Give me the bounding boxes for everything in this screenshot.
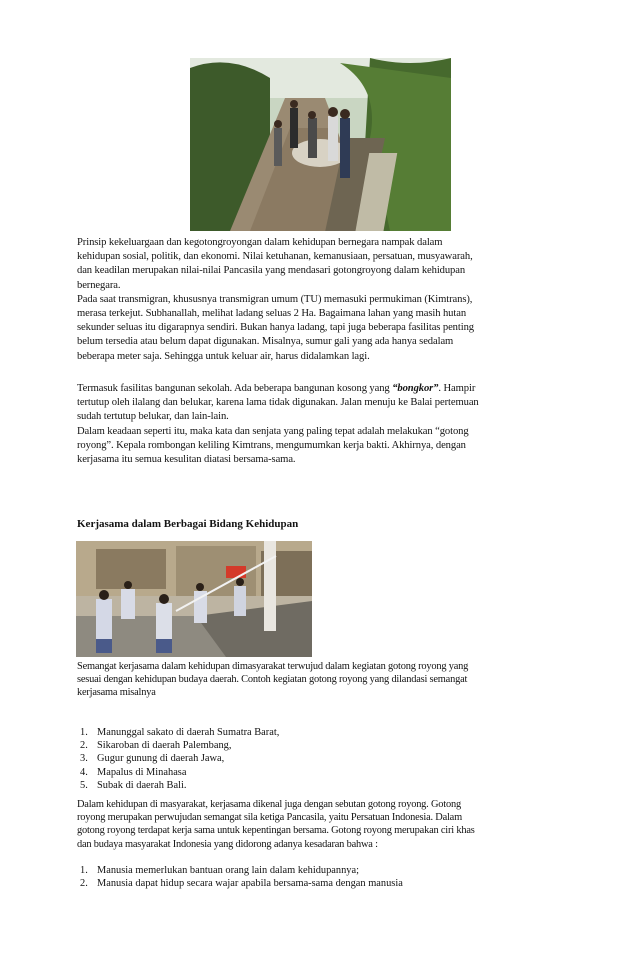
paragraph-line: dan budaya masyarakat Indonesia yang didorong adanya kesadaran bahwa : <box>77 838 378 850</box>
paragraph-kerjasama <box>77 798 569 851</box>
paragraph-line <box>77 382 567 396</box>
school-cleaning-photo <box>76 541 312 657</box>
paragraph-line: Dalam kehidupan di masyarakat, kerjasama dikenal juga dengan sebutan gotong royong. Gotong <box>77 799 461 810</box>
list-item <box>80 877 403 890</box>
list-number: 2. <box>80 878 88 890</box>
list-item <box>80 864 403 877</box>
list-text: Gugur gunung di daerah Jawa, <box>97 753 225 765</box>
list-text: Manusia dapat hidup secara wajar apabila bersama-sama dengan manusia <box>97 878 403 890</box>
kesadaran-list <box>80 864 403 890</box>
paragraph-line: gotong royong terdapat kerja sama untuk kepentingan bersama. Gotong royong merupakan ciri khas <box>77 825 475 837</box>
list-number: 3. <box>80 753 88 765</box>
paragraph-line: Dalam keadaan seperti itu, maka kata dan senjata yang paling tepat adalah melakukan “gotong <box>77 425 469 437</box>
list-number: 1. <box>80 865 88 876</box>
list-item <box>80 726 279 739</box>
list-number: 5. <box>80 779 88 791</box>
paragraph-line: belum tersedia atau belum dapat digunakan. Misalnya, sumur gali yang ada hanya sedalam <box>77 336 454 348</box>
list-text: Subak di daerah Bali. <box>97 779 187 791</box>
paragraph-semangat <box>77 660 567 700</box>
paragraph-line: royong merupakan perwujudan semangat sila ketiga Pancasila, yaitu Persatuan Indonesia. Dalam <box>77 812 462 824</box>
paragraph-line: dan keadilan merupakan nilai-nilai Pancasila yang mendasari gotongroyong dalam kehidupan <box>77 265 466 277</box>
list-text: Manunggal sakato di daerah Sumatra Barat, <box>97 727 280 738</box>
emphasis-bongkor: “bongkor” <box>392 383 439 394</box>
paragraph-line: Prinsip kekeluargaan dan kegotongroyongan dalam kehidupan bernegara nampak dalam <box>77 237 443 248</box>
list-text: Manusia memerlukan bantuan orang lain dalam kehidupannya; <box>97 865 359 876</box>
paragraph-line: kehidupan sosial, politik, dan ekonomi. Nilai ketuhanan, kemanusiaan, persatuan, musyawarah, <box>77 251 473 263</box>
list-number: 4. <box>80 766 88 778</box>
paragraph-line: merasa terkejut. Subhanallah, melihat ladang seluas 2 Ha. Bagaimana lahan yang masih hutan <box>77 308 467 320</box>
text-span: Termasuk fasilitas bangunan sekolah. Ada beberapa bangunan kosong yang <box>77 383 393 394</box>
paragraph-line: Semangat kerjasama dalam kehidupan dimasyarakat terwujud dalam kegiatan gotong royong yang <box>77 661 469 672</box>
paragraph-line: sekunder seluas itu digarapnya sendiri. Bukan hanya ladang, tapi juga beberapa fasilitas penting <box>77 322 474 334</box>
paragraph-line: beberapa meter saja. Sehingga untuk keluar air, harus didalamkan lagi. <box>77 350 370 362</box>
paragraph-line: bernegara. <box>77 279 121 291</box>
paragraph-line: sudah tertutup belukar, dan lain-lain. <box>77 411 229 423</box>
gotong-royong-road-photo <box>190 58 451 231</box>
paragraph-line: kerjasama misalnya <box>77 687 156 699</box>
paragraph-line: kerjasama itu semua kesulitan diatasi bersama-sama. <box>77 454 296 466</box>
list-text: Mapalus di Minahasa <box>97 766 187 778</box>
text-span: . Hampir <box>438 383 476 394</box>
list-number: 1. <box>80 727 88 738</box>
paragraph-line: sesuai dengan kehidupan budaya daerah. Contoh kegiatan gotong royong yang dilandasi semangat <box>77 674 468 686</box>
paragraph-intro <box>77 236 567 364</box>
list-text: Sikaroban di daerah Palembang, <box>97 740 232 752</box>
paragraph-facilities <box>77 382 567 467</box>
list-item <box>80 752 279 765</box>
list-number: 2. <box>80 740 88 752</box>
list-item <box>80 766 279 779</box>
paragraph-line: Pada saat transmigran, khususnya transmigran umum (TU) memasuki permukiman (Kimtrans), <box>77 293 473 305</box>
paragraph-line: tertutup oleh ilalang dan belukar, karena lama tidak digunakan. Jalan menuju ke Balai pertemuan <box>77 397 479 409</box>
section-heading: Kerjasama dalam Berbagai Bidang Kehidupan <box>77 518 299 530</box>
paragraph-line: royong”. Kepala rombongan keliling Kimtrans, mengumumkan kerja bakti. Akhirnya, dengan <box>77 439 466 451</box>
gotong-royong-examples-list <box>80 726 279 792</box>
list-item <box>80 739 279 752</box>
list-item <box>80 779 279 792</box>
